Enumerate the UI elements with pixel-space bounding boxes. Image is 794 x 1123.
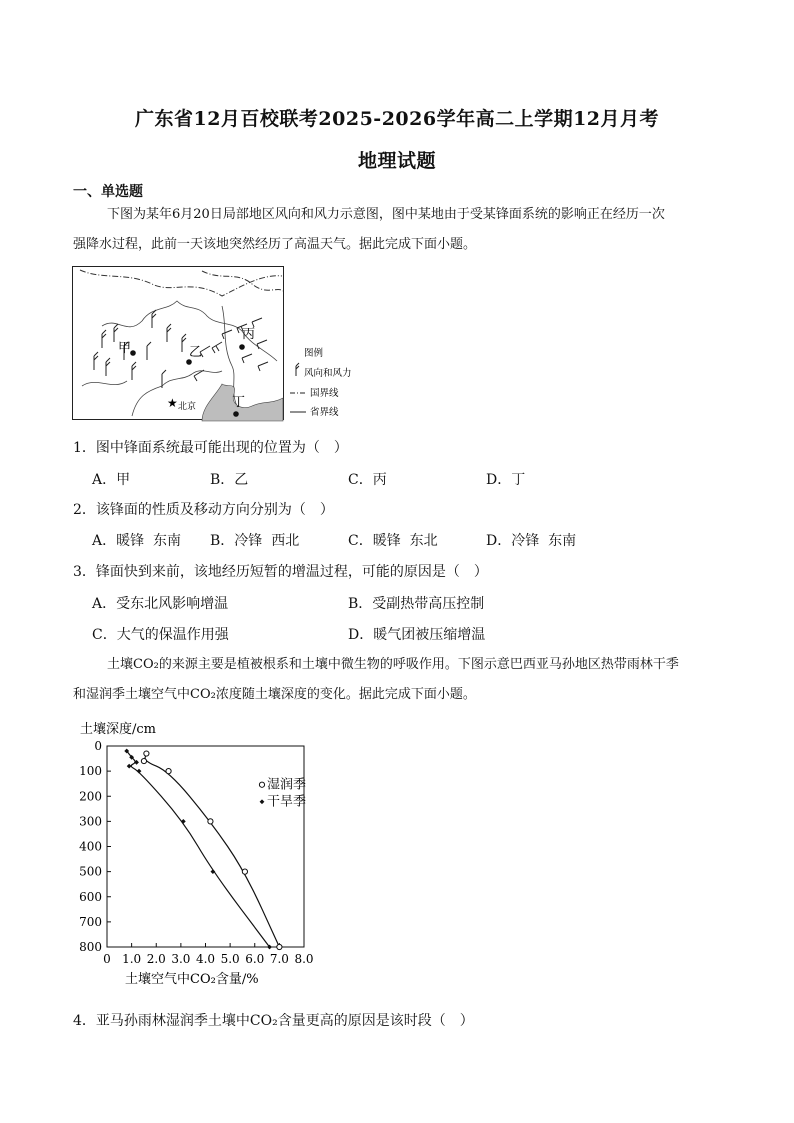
beijing-star: ★ — [167, 396, 178, 410]
y-tick-label: 500 — [79, 864, 102, 879]
plot-frame — [107, 746, 307, 947]
x-tick-label: 2.0 — [146, 952, 166, 966]
q3-option-a: A．受东北风影响增温 — [92, 596, 229, 612]
q1-option-d: D．丁 — [486, 472, 526, 488]
x-tick-label: 4.0 — [195, 952, 216, 966]
label-jia: 甲 — [118, 341, 132, 356]
y-tick-label: 600 — [79, 889, 102, 904]
x-axis-label: 土壤空气中CO₂含量/% — [125, 972, 259, 987]
legend-provincial: 省界线 — [310, 407, 339, 418]
x-tick-label: 8.0 — [294, 952, 314, 966]
y-tick-label: 0 — [94, 739, 102, 753]
legend-wind-icon — [296, 363, 299, 376]
passage2-line1: 土壤CO₂的来源主要是植被根系和土壤中微生物的呼吸作用。下图示意巴西亚马孙地区热带雨林干季 — [107, 657, 679, 672]
x-tick-label: 7.0 — [269, 952, 289, 966]
q2-option-a: A．暖锋 东南 — [92, 533, 182, 549]
y-tick-label: 400 — [79, 839, 102, 854]
co2-depth-chart — [70, 715, 340, 995]
point-bing — [239, 344, 245, 350]
q2-option-c: C．暖锋 东北 — [348, 533, 438, 549]
passage1-line1: 下图为某年6月20日局部地区风向和风力示意图，图中某地由于受某锋面系统的影响正在经历一次 — [107, 207, 665, 222]
map-frame — [73, 267, 284, 420]
label-beijing: 北京 — [178, 402, 197, 412]
page-title: 广东省12月百校联考2025-2026学年高二上学期12月月考 — [134, 108, 660, 130]
q2-option-d: D．冷锋 东南 — [486, 533, 577, 549]
q3-option-b: B．受副热带高压控制 — [348, 596, 485, 612]
legend-title: 图例 — [304, 348, 324, 359]
y-tick-label: 100 — [79, 764, 102, 779]
wind-map — [72, 266, 362, 422]
q3-option-c: C．大气的保温作用强 — [92, 627, 229, 643]
x-tick-label: 1.0 — [122, 952, 142, 966]
label-ding: 丁 — [232, 395, 246, 410]
question-1: 1．图中锋面系统最可能出现的位置为（ ） — [73, 440, 348, 456]
label-yi: 乙 — [189, 345, 203, 360]
q1-option-c: C．丙 — [348, 472, 387, 488]
wet-season-point — [141, 758, 146, 763]
legend-marker-dry — [260, 799, 265, 804]
point-ding — [233, 411, 239, 417]
wet-season-point — [144, 751, 149, 756]
chart-legend — [259, 778, 306, 810]
question-3: 3．锋面快到来前，该地经历短暂的增温过程，可能的原因是（ ） — [73, 564, 488, 580]
x-tick-label: 0 — [103, 952, 111, 966]
q2-option-b: B．冷锋 西北 — [210, 533, 300, 549]
legend-label: 干旱季 — [266, 794, 307, 810]
y-tick-label: 200 — [79, 789, 102, 804]
q1-option-a: A．甲 — [92, 472, 131, 488]
x-tick-label: 6.0 — [245, 952, 265, 966]
x-tick-label: 5.0 — [220, 952, 240, 966]
x-tick-label: 3.0 — [171, 952, 191, 966]
label-bing: 丙 — [242, 327, 256, 342]
dry-season-point — [127, 764, 132, 769]
section-heading: 一、单选题 — [73, 184, 143, 200]
series-line-wet — [145, 754, 279, 947]
legend-marker-wet — [259, 782, 264, 787]
passage1-line2: 强降水过程，此前一天该地突然经历了高温天气。据此完成下面小题。 — [73, 237, 477, 252]
y-tick-label: 300 — [79, 814, 102, 829]
series-layer — [124, 749, 282, 950]
legend-label: 湿润季 — [266, 777, 307, 793]
question-4: 4．亚马孙雨林湿润季土壤中CO₂含量更高的原因是该时段（ ） — [73, 1013, 474, 1029]
wet-season-point — [208, 819, 213, 824]
q3-option-d: D．暖气团被压缩增温 — [348, 627, 486, 643]
dry-season-point — [181, 819, 186, 824]
point-jia — [130, 350, 136, 356]
page-subtitle: 地理试题 — [357, 150, 436, 172]
legend-national: 国界线 — [310, 388, 339, 399]
series-line-dry — [127, 751, 270, 947]
q1-option-b: B．乙 — [210, 472, 249, 488]
y-ticks — [79, 739, 111, 954]
wet-season-point — [166, 769, 171, 774]
legend-wind: 风向和风力 — [304, 368, 352, 379]
question-2: 2．该锋面的性质及移动方向分别为（ ） — [73, 502, 334, 518]
wet-season-point — [277, 944, 282, 949]
y-tick-label: 700 — [79, 914, 102, 929]
y-tick-label: 800 — [79, 940, 102, 954]
dry-season-point — [137, 769, 142, 774]
passage2-line2: 和湿润季土壤空气中CO₂浓度随土壤深度的变化。据此完成下面小题。 — [73, 687, 476, 702]
y-axis-label: 土壤深度/cm — [80, 722, 156, 737]
wet-season-point — [242, 869, 247, 874]
point-yi — [186, 359, 192, 365]
